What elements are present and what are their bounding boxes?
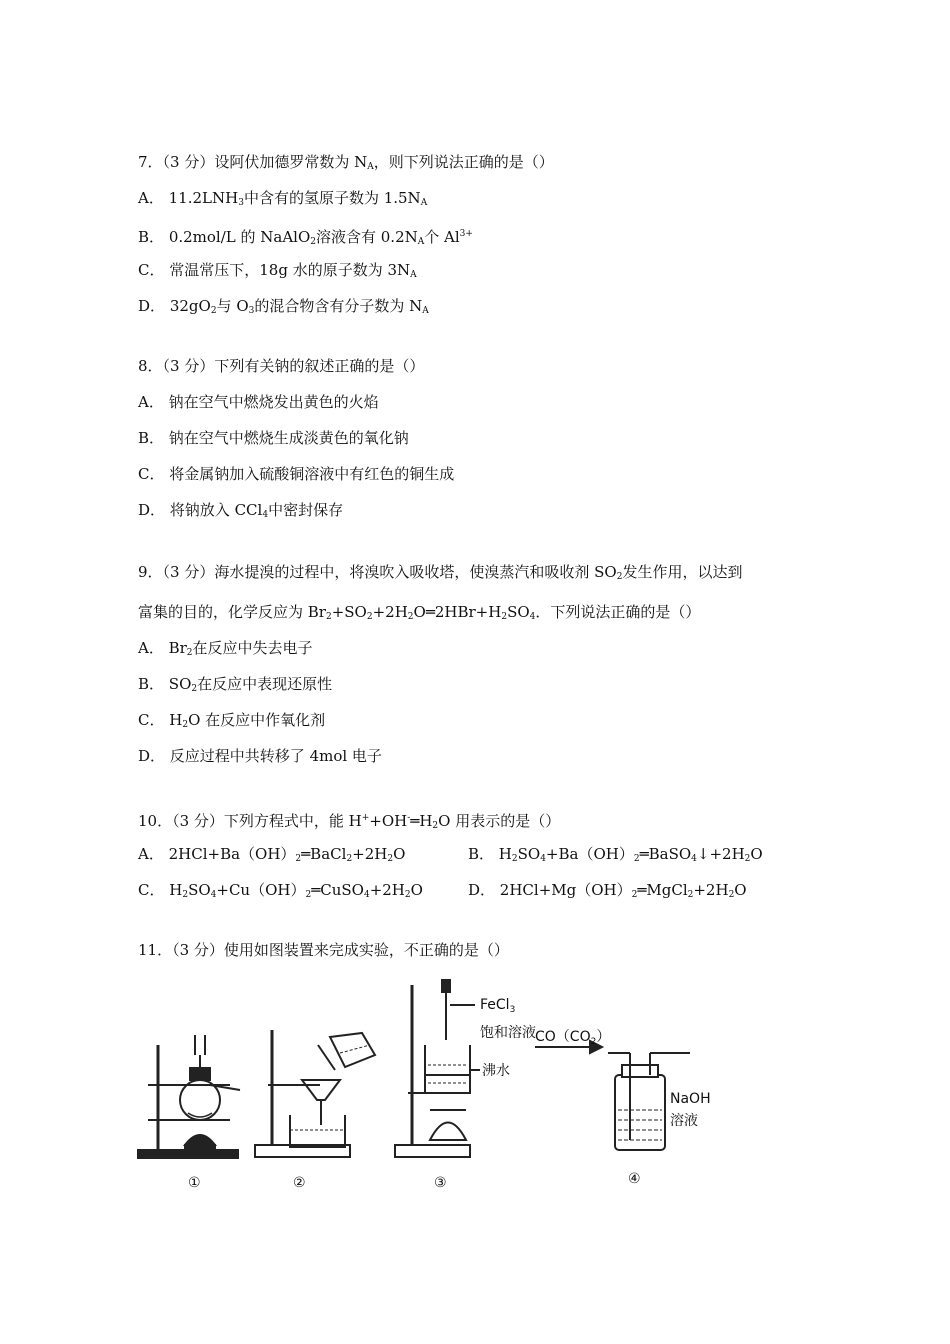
label-2: ② xyxy=(293,1175,306,1191)
fecl3-label: FeCl$_3$ xyxy=(480,997,516,1015)
apparatus-figure xyxy=(130,975,730,1200)
co-co2-label: $CO(CO_2)$ xyxy=(535,1029,611,1047)
q10-option-a: A． $2HCl+Ba(OH)_2═BaCl_2+2H_2O$ xyxy=(138,845,406,864)
label-4: ④ xyxy=(628,1171,641,1187)
q9-option-c: C． $H_2O$ 在反应中作氧化剂 xyxy=(138,711,326,730)
label-1: ① xyxy=(188,1175,201,1191)
q7-option-b: B． 0.2mol/L 的 NaAlO$_2$溶液含有 $0.2N_A$个 $Al^{3+}$ xyxy=(138,228,473,247)
q8-option-d: D． 将钠放入 CCl$_4$中密封保存 xyxy=(138,501,344,520)
q10-option-b: B． $H_2SO_4+Ba(OH)_2═BaSO_4↓+2H_2O$ xyxy=(468,845,763,864)
q8-stem: 8．（3 分）下列有关钠的叙述正确的是（） xyxy=(138,357,425,375)
naoh-label: NaOH xyxy=(670,1091,711,1107)
boiling-water-label: 沸水 xyxy=(482,1063,510,1079)
saturated-solution-label: 饱和溶液 xyxy=(480,1025,536,1041)
q8-option-c: C． 将金属钠加入硫酸铜溶液中有红色的铜生成 xyxy=(138,465,455,483)
q7-stem: 7．（3 分）设阿伏加德罗常数为 $N_A$，则下列说法正确的是（） xyxy=(138,153,554,172)
q9-stem-line2: 富集的目的，化学反应为 $Br_2+SO_2+2H_2O═2HBr+H_2SO_4$．下列说法正确的是（） xyxy=(138,603,701,622)
label-3: ③ xyxy=(434,1175,447,1191)
q8-option-a: A． 钠在空气中燃烧发出黄色的火焰 xyxy=(138,393,379,411)
apparatus-3-heating xyxy=(395,980,480,1157)
q10-option-d: D． $2HCl+Mg(OH)_2═MgCl_2+2H_2O$ xyxy=(468,881,747,900)
q9-option-b: B． $SO_2$在反应中表现还原性 xyxy=(138,675,333,694)
q9-option-d: D． 反应过程中共转移了 4mol 电子 xyxy=(138,747,382,765)
q7-option-d: D． $32gO_2$与 $O_3$的混合物含有分子数为 $N_A$ xyxy=(138,297,429,316)
q9-option-a: A． $Br_2$在反应中失去电子 xyxy=(138,639,313,658)
q7-option-c: C． 常温常压下，18g 水的原子数为 $3N_A$ xyxy=(138,261,417,280)
q7-option-a: A． $11.2LNH_3$中含有的氢原子数为 $1.5N_A$ xyxy=(138,189,428,208)
apparatus-2-filtration xyxy=(255,1030,375,1157)
q11-stem: 11．（3 分）使用如图装置来完成实验，不正确的是（） xyxy=(138,941,509,959)
q9-stem-line1: 9．（3 分）海水提溴的过程中，将溴吹入吸收塔，使溴蒸汽和吸收剂 $SO_2$发生作用，以达到 xyxy=(138,563,743,582)
q10-stem: 10．（3 分）下列方程式中，能 $H^++OH^-═H_2O$ 用表示的是（） xyxy=(138,812,561,831)
q8-option-b: B． 钠在空气中燃烧生成淡黄色的氧化钠 xyxy=(138,429,409,447)
solution-label: 溶液 xyxy=(670,1113,698,1129)
q10-option-c: C． $H_2SO_4+Cu(OH)_2═CuSO_4+2H_2O$ xyxy=(138,881,423,900)
apparatus-1-distillation xyxy=(138,1035,240,1158)
